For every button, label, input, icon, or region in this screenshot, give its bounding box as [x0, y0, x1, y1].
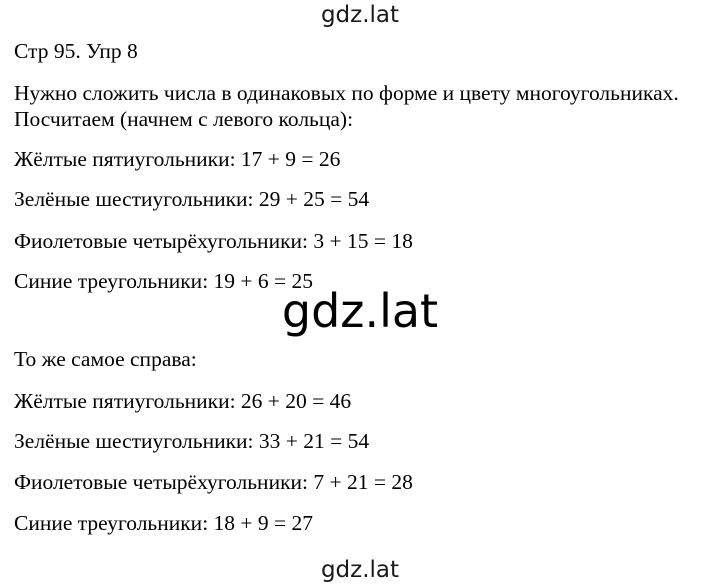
watermark-top: gdz.lat — [320, 2, 400, 28]
right-ring-line: Зелёные шестиугольники: 33 + 21 = 54 — [14, 429, 370, 453]
right-ring-line: Жёлтые пятиугольники: 26 + 20 = 46 — [14, 389, 352, 413]
right-ring-heading: То же самое справа: — [14, 347, 197, 371]
right-ring-line: Синие треугольники: 18 + 9 = 27 — [14, 511, 314, 535]
page-heading: Стр 95. Упр 8 — [14, 39, 138, 63]
intro-line: Нужно сложить числа в одинаковых по форме и цвету многоугольниках. — [14, 81, 679, 105]
left-ring-line: Синие треугольники: 19 + 6 = 25 — [14, 269, 314, 293]
left-ring-line: Жёлтые пятиугольники: 17 + 9 = 26 — [14, 147, 341, 171]
right-ring-line: Фиолетовые четырёхугольники: 7 + 21 = 28 — [14, 470, 413, 494]
watermark-bottom: gdz.lat — [320, 557, 400, 583]
left-ring-line: Фиолетовые четырёхугольники: 3 + 15 = 18 — [14, 229, 413, 253]
intro-line: Посчитаем (начнем с левого кольца): — [14, 107, 354, 131]
left-ring-line: Зелёные шестиугольники: 29 + 25 = 54 — [14, 187, 370, 211]
watermark-middle: gdz.lat — [281, 284, 439, 338]
